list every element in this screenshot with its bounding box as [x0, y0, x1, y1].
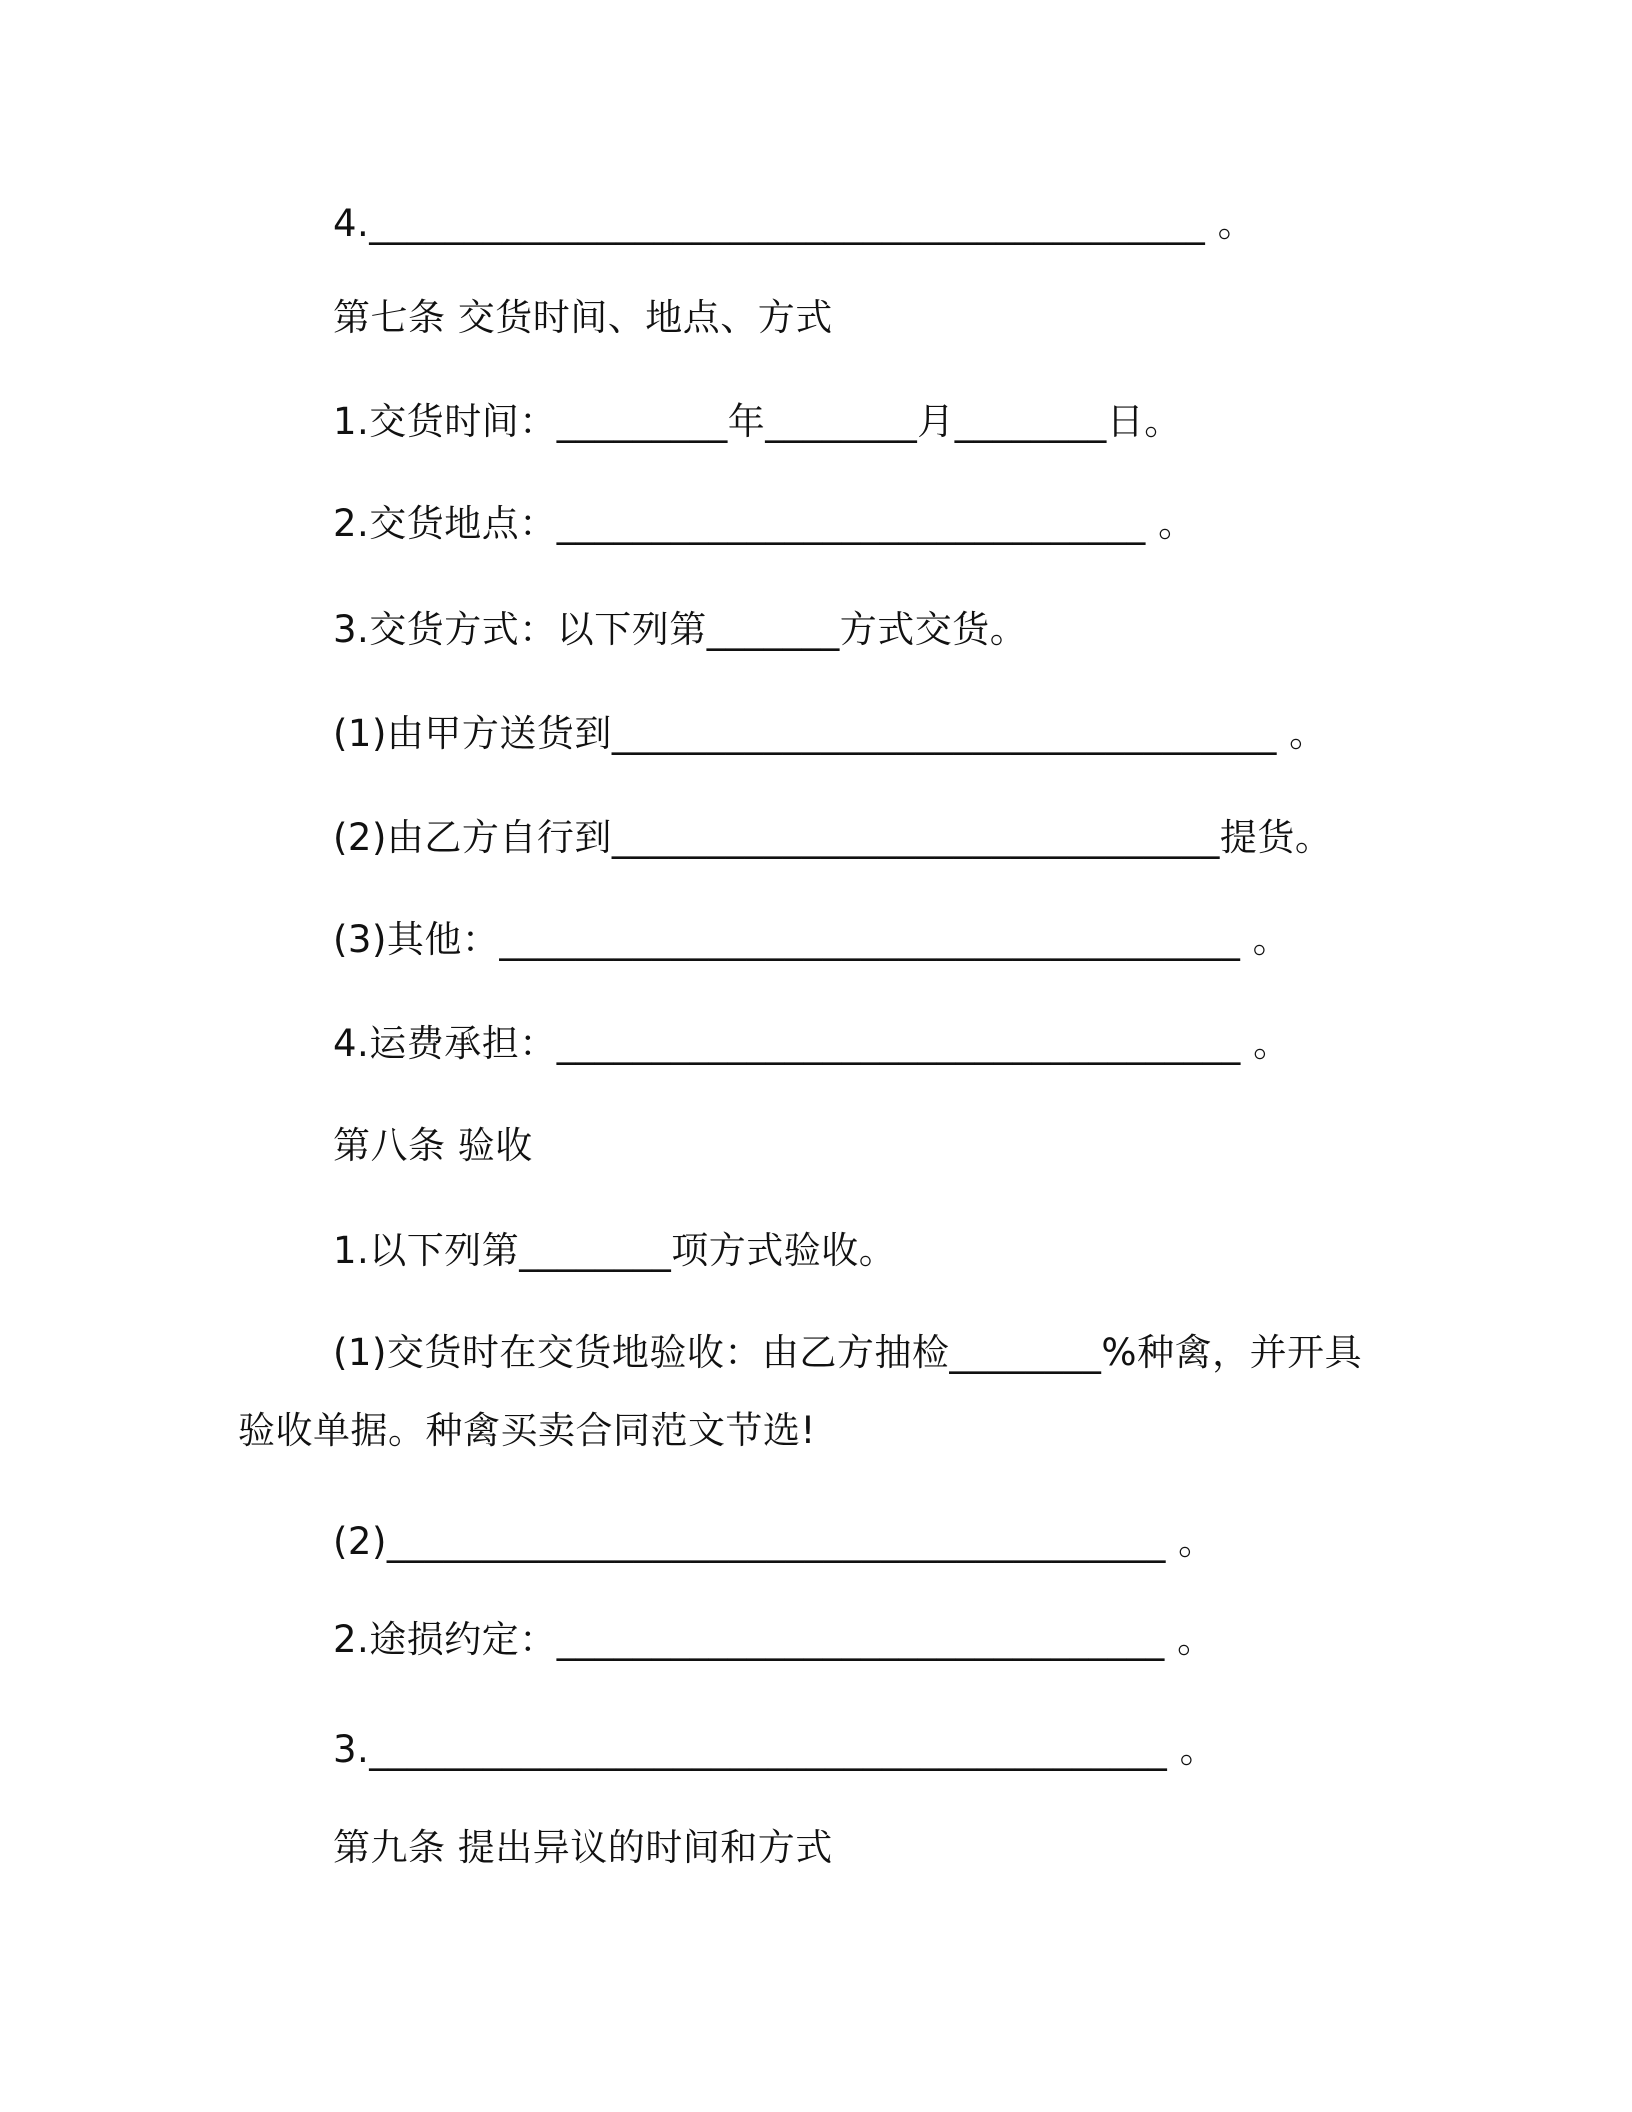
inspection-option-1-continued: 验收单据。种禽买卖合同范文节选! [238, 1409, 816, 1452]
article-8-heading: 第八条 验收 [333, 1124, 533, 1167]
delivery-time-line: 1.交货时间：_________年________月________日。 [333, 400, 1182, 443]
delivery-option-3: (3)其他：_______________________________________ 。 [333, 918, 1291, 961]
clause-6-item-4: 4.____________________________________________ 。 [333, 202, 1256, 245]
inspection-method-line: 1.以下列第________项方式验收。 [333, 1229, 897, 1272]
transit-loss-line: 2.途损约定：________________________________ 。 [333, 1618, 1215, 1661]
delivery-place-line: 2.交货地点：_______________________________ 。 [333, 502, 1196, 545]
freight-line: 4.运费承担：____________________________________ 。 [333, 1022, 1291, 1065]
inspection-option-2: (2)_________________________________________ 。 [333, 1520, 1216, 1563]
article-9-heading: 第九条 提出异议的时间和方式 [333, 1826, 833, 1869]
inspection-option-1: (1)交货时在交货地验收：由乙方抽检________%种禽，并开具 [333, 1331, 1363, 1374]
delivery-option-1: (1)由甲方送货到___________________________________ 。 [333, 712, 1327, 755]
article-7-heading: 第七条 交货时间、地点、方式 [333, 296, 833, 339]
delivery-method-line: 3.交货方式：以下列第_______方式交货。 [333, 608, 1028, 651]
clause-8-item-3: 3.__________________________________________ 。 [333, 1728, 1218, 1771]
delivery-option-2: (2)由乙方自行到________________________________提货。 [333, 816, 1333, 859]
